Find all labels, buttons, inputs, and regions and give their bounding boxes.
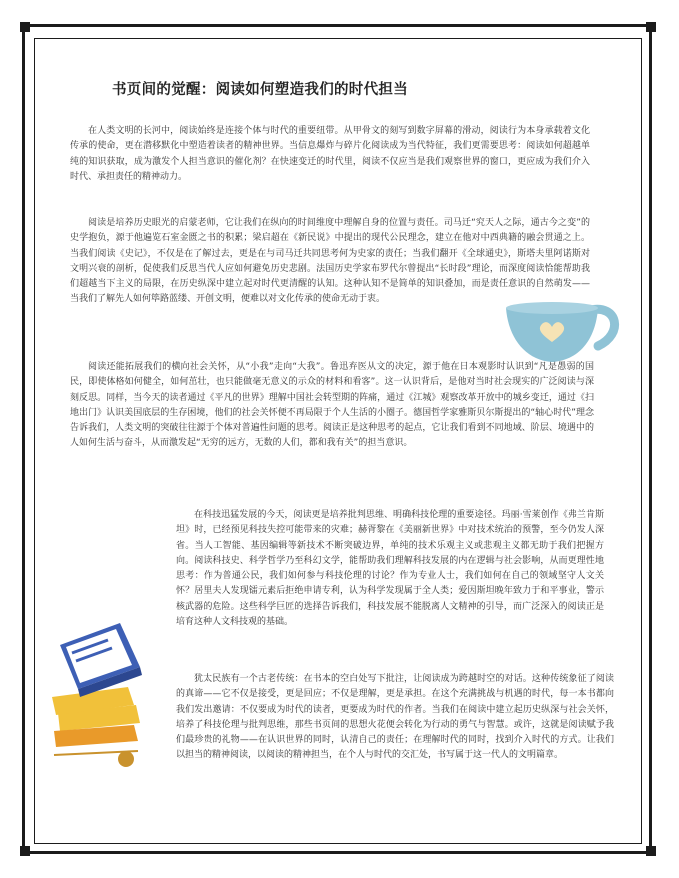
paragraph-technology: 在科技迅猛发展的今天，阅读更是培养批判思维、明确科技伦理的重要途径。玛丽·雪莱创作《弗兰肯斯坦》时，已经预见科技失控可能带来的灾难；赫胥黎在《美丽新世界》中对技术统治的预警，至今仍发人深省。当人工智能、基因编辑等新技术不断突破边界，单纯的技术乐观主义或悲观主义都无助于我们把握方向。阅读科技史、科学哲学乃至科幻文学，能帮助我们理解科技发展的内在逻辑与社会影响，从而更理性地思考：作为普通公民，我们如何参与科技伦理的讨论？作为专业人士，我们如何在自己的领域坚守人文关怀？居里夫人发现镭元素后拒绝申请专利，认为科学发现属于全人类；爱因斯坦晚年致力于和平事业，警示核武器的危险。这些科学巨匠的选择告诉我们，科技发展不能脱离人文精神的引导，而广泛深入的阅读正是培育这种人文科技观的基础。 [176,510,604,628]
frame-corner-bottom-left [20,846,30,856]
frame-corner-bottom-right [646,846,656,856]
paragraph-intro: 在人类文明的长河中，阅读始终是连接个体与时代的重要纽带。从甲骨文的刻写到数字屏幕的滑动，阅读行为本身承载着文化传承的使命，更在潜移默化中塑造着读者的精神世界。当信息爆炸与碎片化阅读成为当代特征，我们更需要思考：阅读如何超越单纯的知识获取，成为激发个人担当意识的催化剂？在快速变迁的时代里，阅读不仅应当是我们观察世界的窗口，更应成为我们介入时代、承担责任的精神动力。 [70,126,590,182]
paragraph-history: 阅读是培养历史眼光的启蒙老师，它让我们在纵向的时间维度中理解自身的位置与责任。司马迁“究天人之际，通古今之变”的史学抱负，源于他遍览石室金匮之书的积累；梁启超在《新民说》中提出的现代公民理念，建立在他对中西典籍的融会贯通之上。当我们阅读《史记》，不仅是在了解过去，更是在与司马迁共同思考何为史家的责任；当我们翻开《全球通史》，斯塔夫里阿诺斯对文明兴衰的剖析，促使我们反思当代人应如何避免历史悲剧。法国历史学家布罗代尔曾提出“长时段”理论，而深度阅读恰能帮助我们超越当下主义的局限，在历史纵深中建立起对时代更清醒的认知。这种认知不是简单的知识叠加，而是责任意识的自然萌发——当我们了解先人如何筚路蓝缕、开创文明，便难以对文化传承的使命无动于衷。 [70,218,590,305]
teacup-icon [500,290,624,376]
paragraph-conclusion: 犹太民族有一个古老传统：在书本的空白处写下批注，让阅读成为跨越时空的对话。这种传统象征了阅读的真谛——它不仅是接受，更是回应；不仅是理解，更是承担。在这个充满挑战与机遇的时代，每一本书都向我们发出邀请：不仅要成为时代的读者，更要成为时代的作者。当我们在阅读中建立起历史纵深与社会关怀，培养了科技伦理与批判思维，那些书页间的思想火花便会转化为行动的勇气与智慧。或许，这就是阅读赋予我们最珍贵的礼物——在认识世界的同时，认清自己的责任；在理解时代的同时，找到介入时代的方式。让我们以担当的精神阅读，以阅读的精神担当，在个人与时代的交汇处，书写属于这一代人的文明篇章。 [176,674,614,761]
book-stack-icon [48,605,148,777]
frame-corner-top-left [20,22,30,32]
document-title: 书页间的觉醒：阅读如何塑造我们的时代担当 [112,82,408,98]
frame-corner-top-right [646,22,656,32]
paragraph-society: 阅读还能拓展我们的横向社会关怀，从“小我”走向“大我”。鲁迅弃医从文的决定，源于他在日本观影时认识到“凡是愚弱的国民，即使体格如何健全，如何茁壮，也只能做毫无意义的示众的材料和看客”。这一认识背后，是他对当时社会现实的广泛阅读与深刻反思。同样，当今天的读者通过《平凡的世界》理解中国社会转型期的阵痛，通过《江城》观察改革开放中的城乡变迁，通过《扫地出门》认识美国底层的生存困境，他们的社会关怀便不再局限于个人生活的小圈子。德国哲学家雅斯贝尔斯提出的“轴心时代”理念告诉我们，人类文明的突破往往源于个体对普遍性问题的思考。阅读正是这种思考的起点，它让我们看到不同地域、阶层、境遇中的人如何生活与奋斗，从而激发起“无穷的远方，无数的人们，都和我有关”的担当意识。 [70,362,594,449]
